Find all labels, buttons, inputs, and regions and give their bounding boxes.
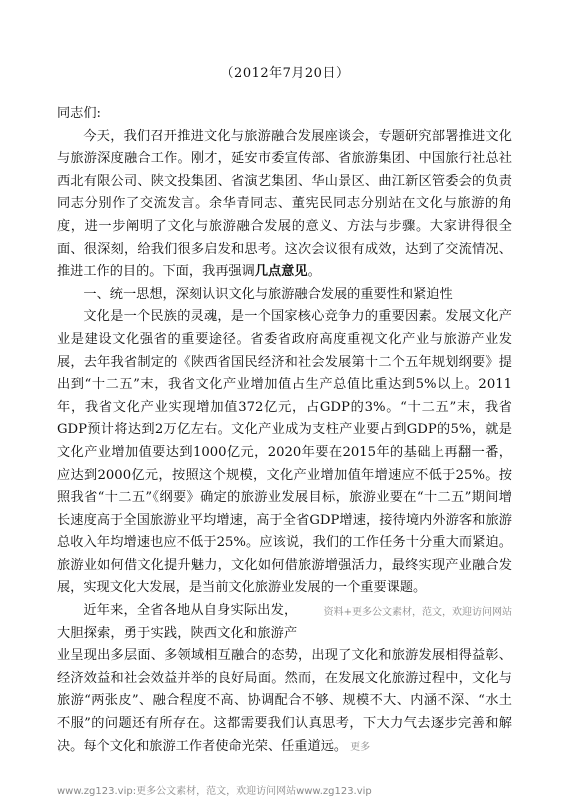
watermark-text-inline: 更多 (350, 741, 371, 753)
salutation: 同志们: (57, 106, 102, 121)
section-heading: 一、统一思想，深刻认识文化与旅游融合发展的重要性和紧迫性 (83, 286, 453, 302)
paragraph-recent-years-text: 近年来，全省各地从自身实际出发，大胆探索，勇于实践，陕西文化和旅游产业呈现出多层面、多领域相互融合的态势，出现了文化和旅游发展相得益彰、经济效益和社会效益并举的良好局面。然而，在发展文化旅游过程中，文化与旅游“两张皮”、融合程度不高、协调配合不够、规模不大、内涵不深、“水土不服”的问题还有所存在。这都需要我们认真思考，下大力气去逐步完善和解决。每个文化和旅游工作者使命光荣、任重道远。 (57, 603, 512, 754)
paragraph-culture: 文化是一个民族的灵魂，是一个国家核心竞争力的重要因素。发展文化产业是建设文化强省的重要途径。省委省政府高度重视文化产业与旅游产业发展，去年我省制定的《陕西省国民经济和社会发展第十二个五年规划纲要》提出到“十二五”末，我省文化产业增加值占生产总值比重达到5%以上。2011年，我省文化产业实现增加值372亿元，占GDP的3%。“十二五”末，我省GDP预计将达到2万亿左右。文化产业成为支柱产业要占到GDP的5%，就是文化产业增加值要达到1000亿元，2020年要在2015年的基础上再翻一番，应达到2000亿元，按照这个规模，文化产业增加值年增速应不低于25%。按照我省“十二五”《纲要》确定的旅游业发展目标，旅游业要在“十二五”期间增长速度高于全国旅游业平均增速，高于全省GDP增速，接待境内外游客和旅游总收入年均增速也应不低于25%。应该说，我们的工作任务十分重大而紧迫。旅游业如何借文化提升魅力，文化如何借旅游增强活力，最终实现产业融合发展，实现文化大发展，是当前文化旅游业发展的一个重要课题。 (57, 309, 512, 596)
paragraph-intro-text: 今天，我们召开推进文化与旅游融合发展座谈会，专题研究部署推进文化与旅游深度融合工作。刚才，延安市委宣传部、省旅游集团、中国旅行社总社西北有限公司、陕文投集团、省演艺集团、华山景区、曲江新区管委会的负责同志分别作了交流发言。余华青同志、董宪民同志分别站在文化与旅游的角度，进一步阐明了文化与旅游融合发展的意义、方法与步骤。大家讲得很全面、很深刻，给我们很多启发和思考。这次会议很有成效，达到了交流情况、推进工作的目的。下面，我再强调 (57, 128, 512, 280)
emphasis-text: 几点意见 (254, 264, 308, 280)
watermark-text-right: 资料+更多公文素材，范文，欢迎访问网站 (323, 607, 512, 619)
paragraph-intro (57, 126, 512, 284)
document-body (57, 103, 512, 759)
paragraph-intro-end: 。 (307, 264, 321, 280)
footer-watermark: www.zg123.vip:更多公文素材，范文，欢迎访问网站www.zg123.vip (57, 786, 372, 797)
speech-date: （2012年7月20日） (220, 66, 350, 81)
paragraph-recent-years (57, 600, 512, 759)
